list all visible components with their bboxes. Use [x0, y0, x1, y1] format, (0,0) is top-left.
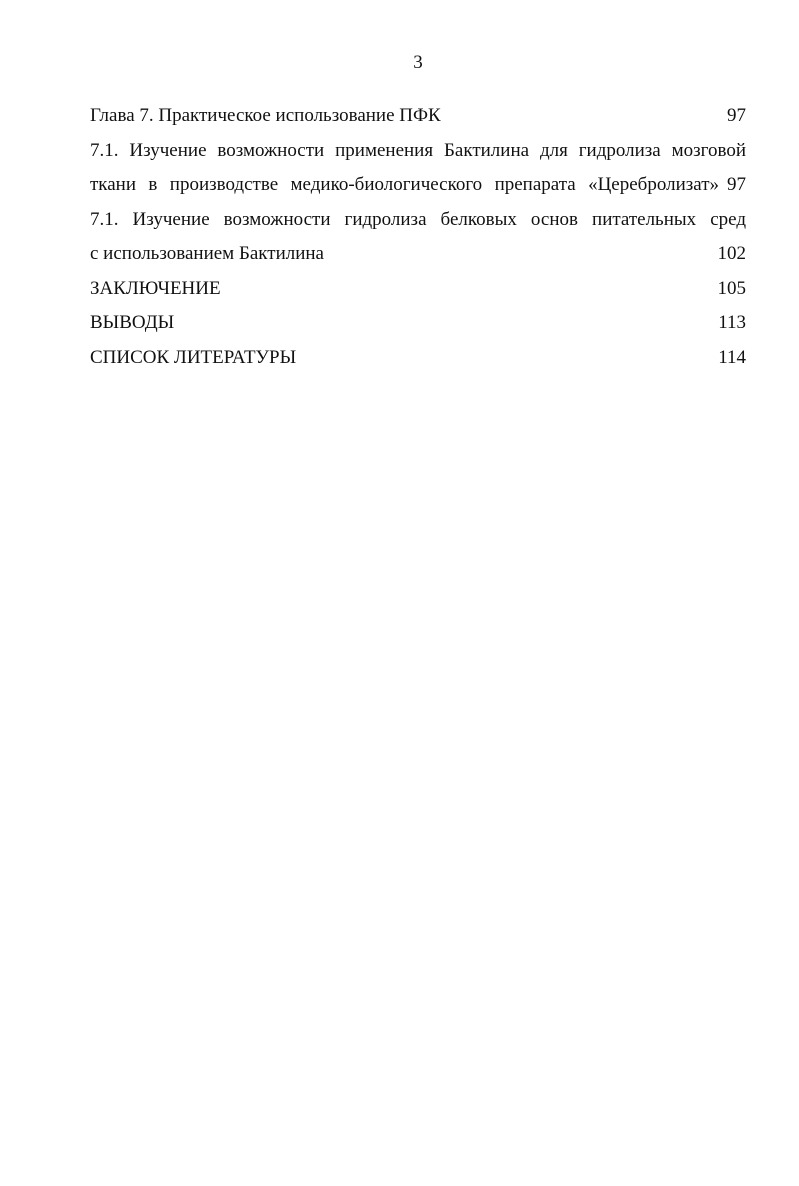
toc-entry	[90, 99, 746, 134]
table-of-contents	[90, 99, 746, 375]
toc-entry-page: 97	[727, 105, 746, 126]
toc-entry-title: с использованием Бактилина	[90, 243, 324, 264]
toc-entry-page: 114	[718, 346, 746, 368]
toc-entry	[90, 203, 746, 238]
toc-entry-page: 113	[718, 312, 746, 333]
toc-entry-title: 7.1. Изучение возможности гидролиза белковых основ питательных сред	[90, 208, 746, 230]
toc-entry-title: СПИСОК ЛИТЕРАТУРЫ	[90, 346, 297, 368]
toc-entry-title: ВЫВОДЫ	[90, 312, 175, 333]
toc-entry-title: Глава 7. Практическое использование ПФК	[90, 105, 441, 126]
toc-entry-page: 97	[727, 174, 746, 195]
toc-entry	[90, 341, 746, 376]
page-number: 3	[413, 52, 423, 73]
toc-entry	[90, 134, 746, 169]
toc-entry-title: ткани в производстве медико-биологического препарата «Церебролизат»	[90, 174, 719, 195]
toc-entry-title: ЗАКЛЮЧЕНИЕ	[90, 277, 221, 299]
toc-entry	[90, 306, 746, 341]
toc-entry-page: 102	[717, 243, 746, 264]
toc-entry	[90, 237, 746, 272]
toc-entry-title: 7.1. Изучение возможности применения Бактилина для гидролиза мозговой	[90, 139, 746, 161]
toc-entry-page: 105	[717, 277, 746, 299]
toc-entry	[90, 272, 746, 307]
toc-entry	[90, 168, 746, 203]
